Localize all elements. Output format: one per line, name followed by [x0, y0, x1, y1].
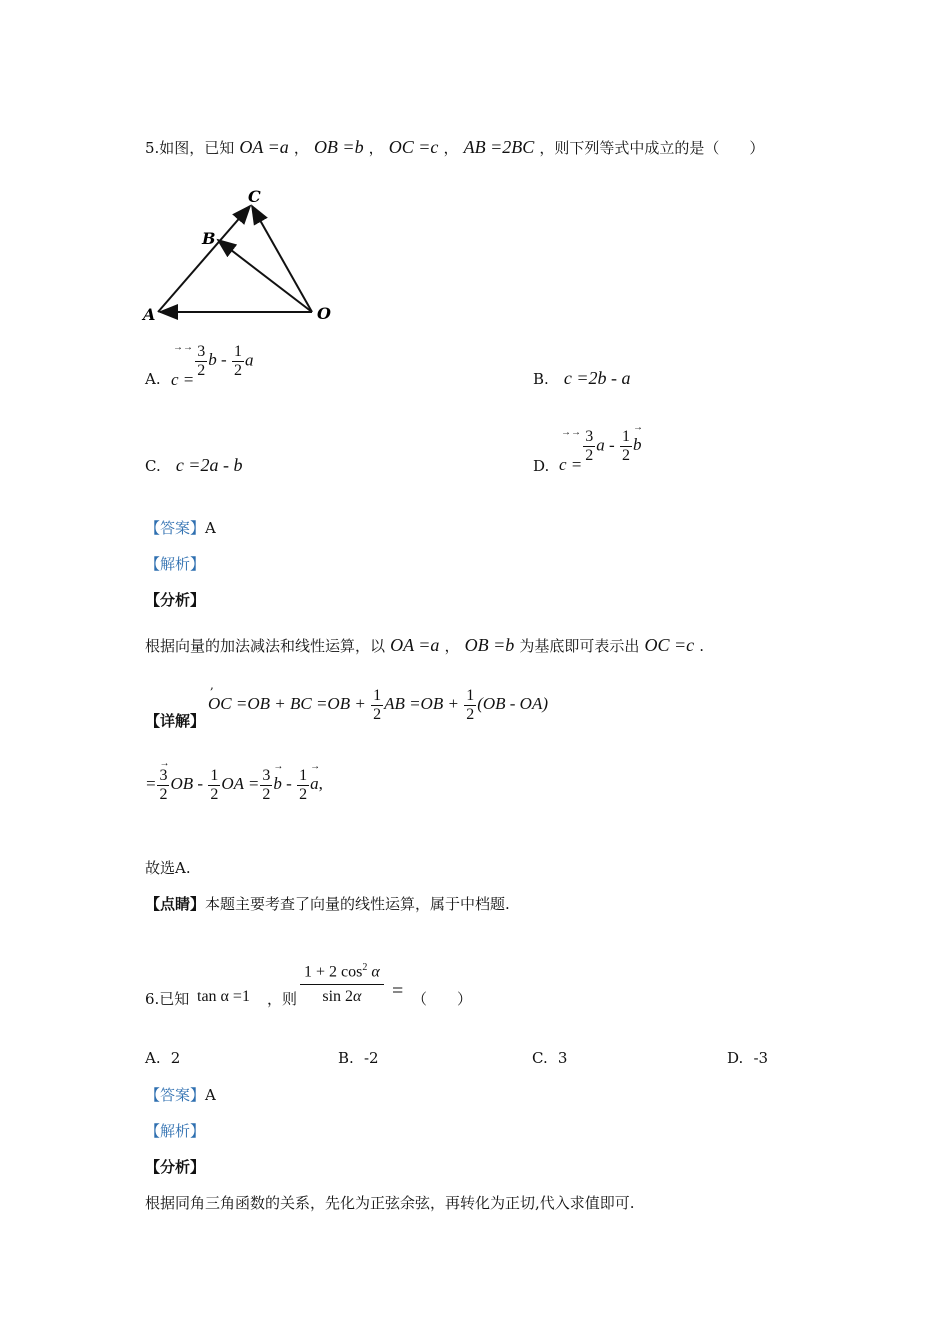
q6-prefix: 6.已知 — [145, 990, 190, 1008]
q6-option-b: B. -2 — [338, 1049, 379, 1067]
vector-figure — [140, 182, 340, 327]
q5-detail-line2: = 3 → 2 OB - $\frac{1}{2}$ OA = $\frac{3}{2}$ → b - $\frac{1}{2}$ → a, — [145, 768, 323, 818]
fenxi-text: 为基底即可表示出 — [519, 637, 640, 655]
q6-option-d: D. -3 — [727, 1049, 769, 1067]
q5-cond-oa: OA =a — [239, 137, 289, 157]
q5-prefix: 5.如图，已知 — [145, 139, 235, 157]
q6-option-c: C. 3 — [532, 1049, 568, 1067]
point-label-a: A — [143, 305, 156, 324]
q6-mid: ，则 — [267, 990, 298, 1008]
option-c-expr: c =2a - b — [175, 455, 243, 475]
option-d-expr: →→ c = $\frac{3}{2}$ a - $\frac{1}{2}$ → b — [559, 429, 641, 464]
answer-tag: 【答案】 — [145, 519, 206, 537]
dianjing-tag: 【点睛】 — [145, 895, 206, 913]
q6-fenxi-tag: 【分析】 — [145, 1158, 206, 1176]
option-a-expr: →→ c = $\frac{3}{2}$ b - $\frac{1}{2}$ a — [171, 342, 254, 390]
fenxi-math: OB =b — [464, 635, 515, 655]
q5-cond-ab: AB =2BC — [463, 137, 535, 157]
q5-cond-ob: OB =b — [313, 137, 364, 157]
q5-conclusion: 故选A. — [145, 859, 191, 877]
option-label: B. — [533, 370, 549, 388]
q6-analysis-tag: 【解析】 — [145, 1122, 206, 1140]
q6-tail: （ ） — [412, 990, 473, 1008]
q5-fenxi-tag: 【分析】 — [145, 591, 206, 609]
q5-sep: ， — [443, 139, 459, 157]
q5-dianjing — [145, 893, 510, 914]
vector-oc — [252, 206, 312, 312]
q6-answer — [145, 1084, 216, 1105]
option-label: A. — [145, 370, 161, 388]
q5-option-c — [145, 455, 242, 476]
fenxi-text: 根据向量的加法减法和线性运算，以 — [145, 637, 386, 655]
point-label-b: B — [202, 229, 216, 248]
fenxi-end: . — [699, 637, 704, 655]
q5-cond-oc: OC =c — [388, 137, 439, 157]
option-b-expr: c =2b - a — [563, 368, 631, 388]
vector-ac — [158, 206, 250, 312]
answer-value: A — [205, 519, 216, 537]
q5-sep: ， — [293, 139, 309, 157]
dianjing-text: 本题主要考查了向量的线性运算，属于中档题. — [205, 895, 510, 913]
q6-condition: tan α =1 — [197, 988, 250, 1005]
q5-suffix: ，则下列等式中成立的是（ ） — [539, 139, 765, 157]
q5-fenxi-text — [145, 628, 704, 662]
q6-option-a: A. 2 — [145, 1049, 181, 1067]
vector-ob — [218, 240, 312, 312]
q5-detail-tag: 【详解】 — [145, 712, 206, 730]
q6-options — [145, 1048, 795, 1068]
q5-stem — [145, 130, 764, 164]
q6-equals: = — [392, 980, 404, 1002]
option-label: C. — [145, 457, 161, 475]
option-label: D. — [533, 457, 550, 475]
answer-tag: 【答案】 — [145, 1086, 206, 1104]
point-label-o: O — [317, 304, 331, 323]
fenxi-math: OA =a — [390, 635, 440, 655]
q5-analysis-tag: 【解析】 — [145, 555, 206, 573]
q5-answer — [145, 517, 216, 538]
q5-sep: ， — [368, 139, 384, 157]
q6-fenxi-text: 根据同角三角函数的关系，先化为正弦余弦，再转化为正切,代入求值即可. — [145, 1194, 635, 1212]
point-label-c: C — [248, 187, 261, 206]
fenxi-math: OC =c — [644, 635, 695, 655]
q5-detail-line1: , OC =OB + BC =OB + $\frac{1}{2}$ AB =OB + $\frac{1}{2}$ (OB - OA) — [208, 678, 548, 723]
answer-value: A — [205, 1086, 216, 1104]
q5-option-b — [533, 368, 631, 389]
q6-fraction: 1 + 2 $\cos^2 \alpha$ sin 2α — [300, 962, 384, 1006]
fenxi-sep: ， — [444, 637, 460, 655]
